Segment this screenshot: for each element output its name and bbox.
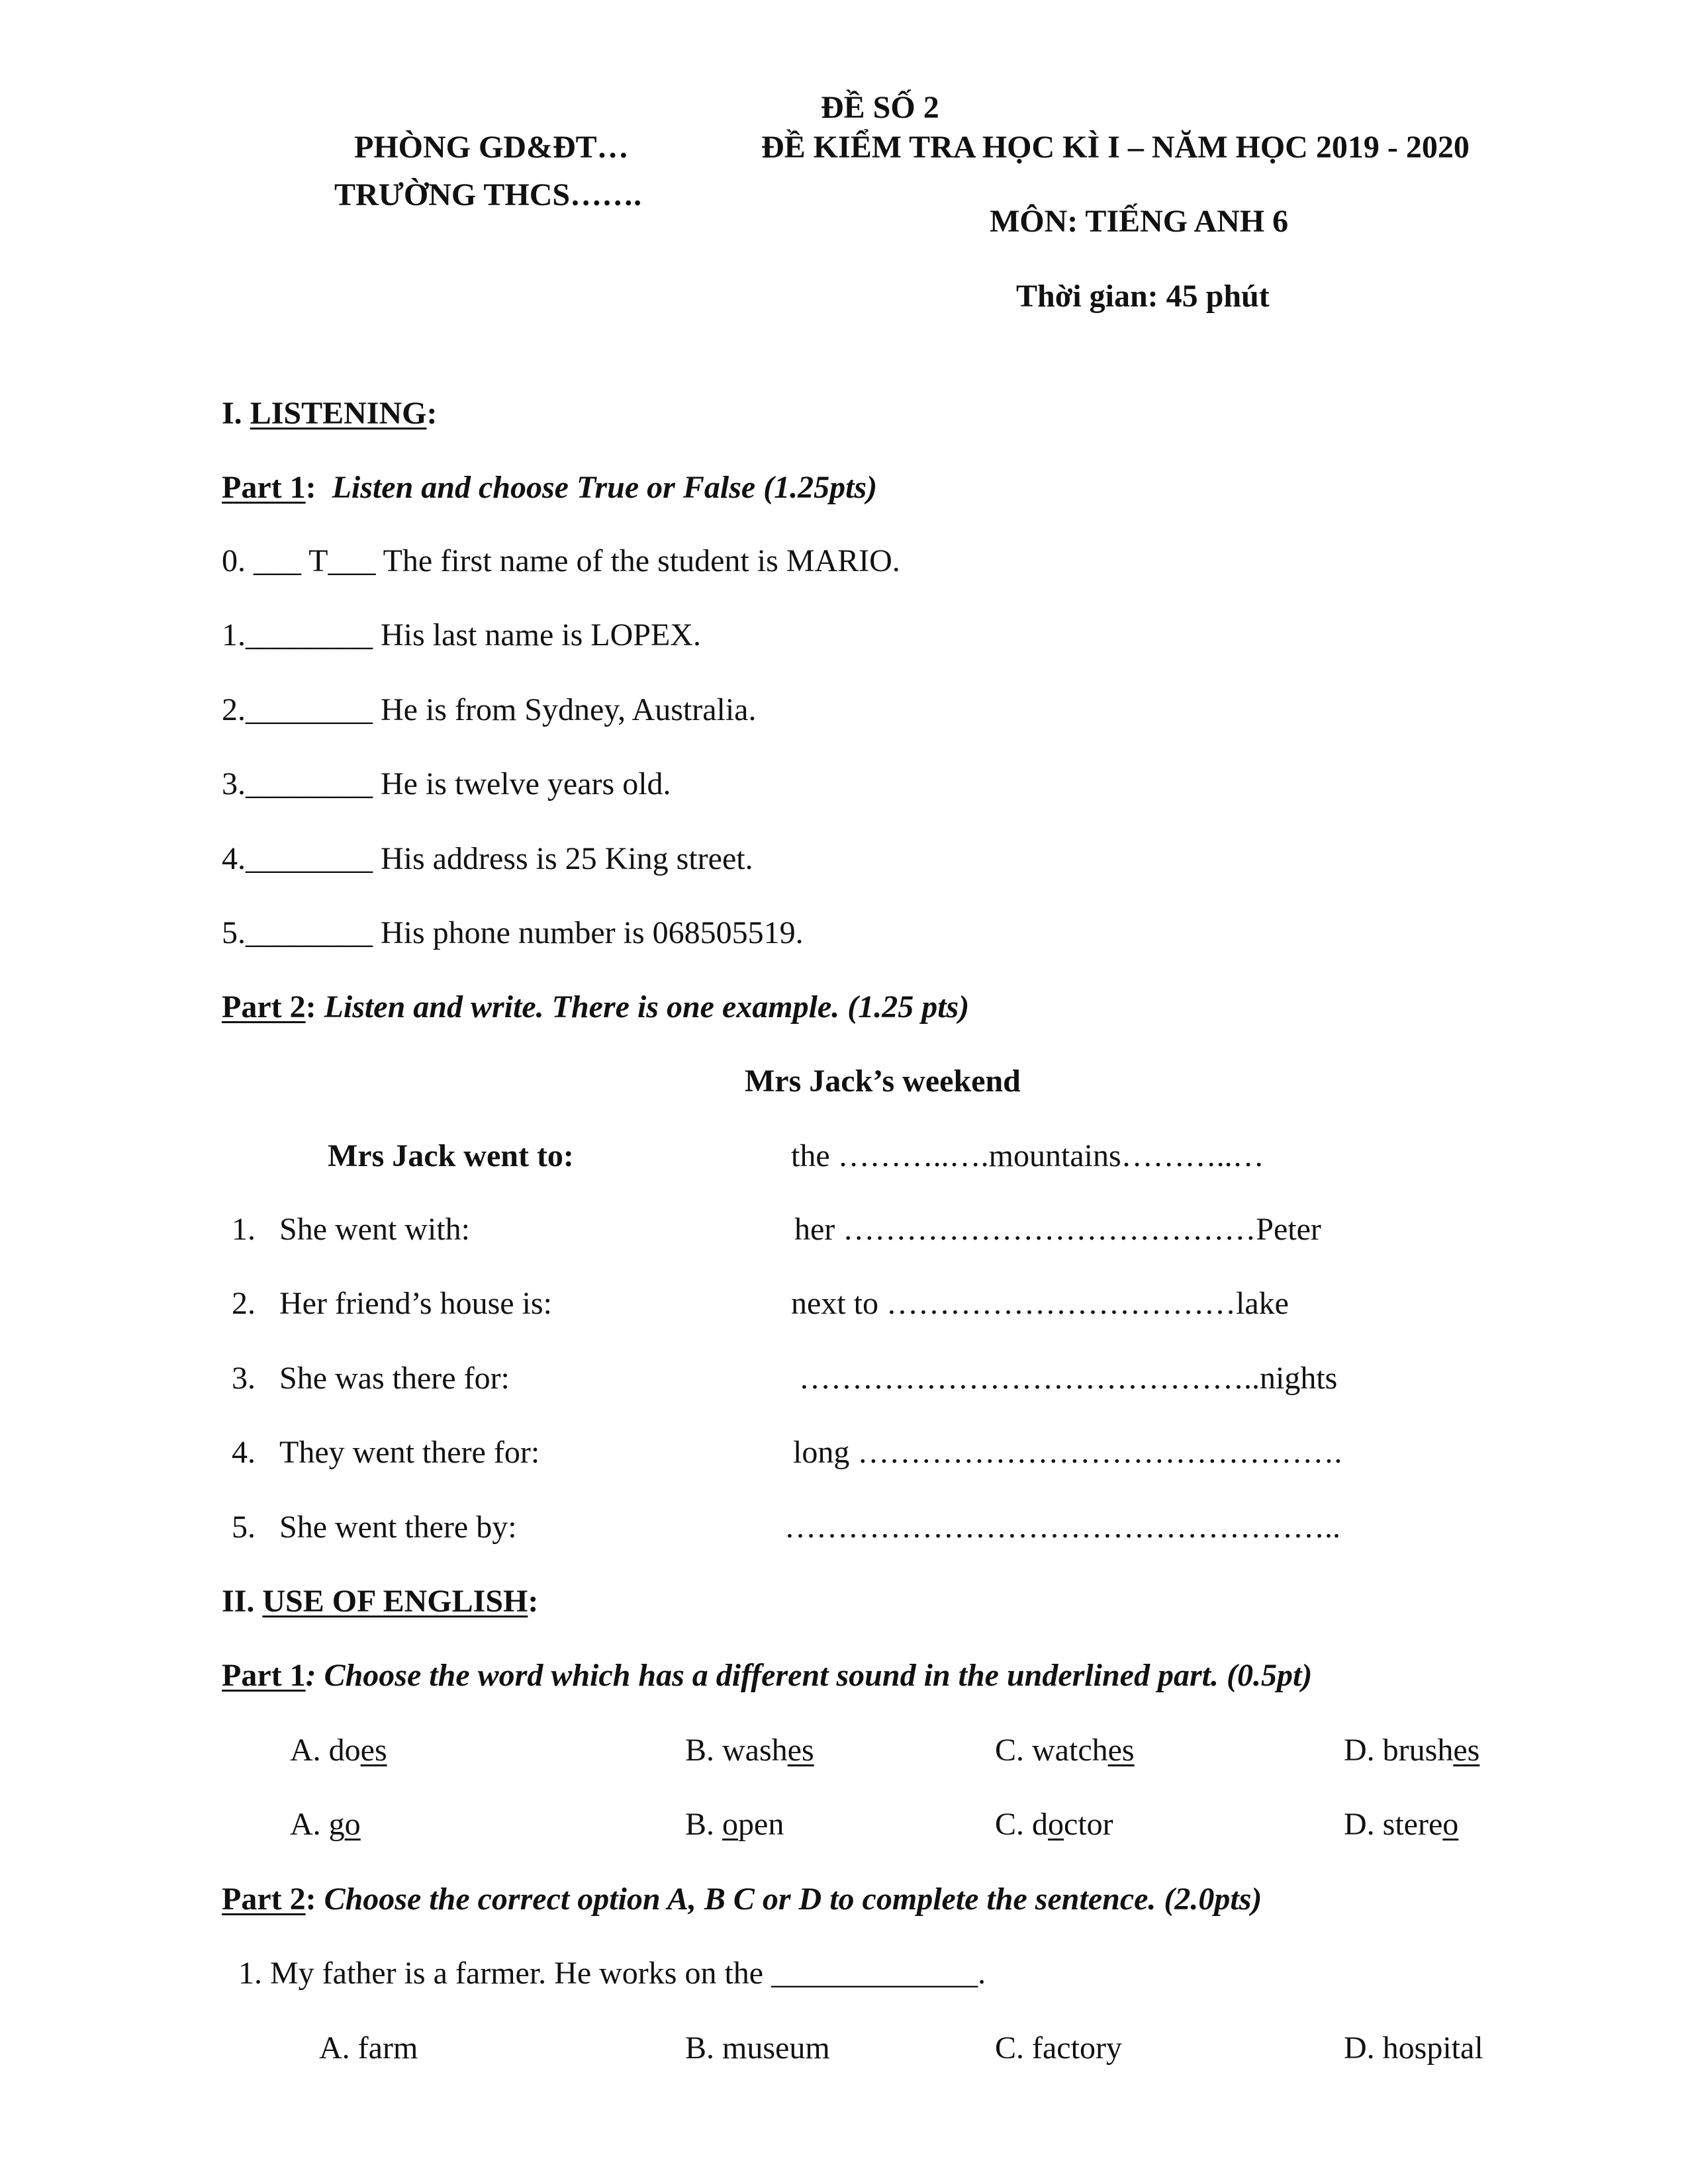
part-colon: :	[305, 1882, 324, 1917]
q1-option-b: B. museum	[685, 2030, 830, 2066]
section-numeral: II.	[222, 1584, 263, 1619]
header-left-line1: PHÒNG GD&ĐT…	[354, 130, 629, 165]
section-listening-heading	[222, 394, 437, 433]
fill-row-2-left: Her friend’s house is:	[279, 1286, 552, 1321]
option-underlined: o	[1048, 1807, 1064, 1842]
tf-item-0: 0. ___ T___ The first name of the student is MARIO.	[222, 543, 900, 578]
option-prefix: C. d	[995, 1807, 1049, 1842]
example-left: Mrs Jack went to:	[328, 1138, 574, 1173]
part-label: Part 1	[222, 470, 306, 505]
fill-row-1-num: 1.	[232, 1212, 256, 1247]
q1-option-c: C. factory	[995, 2030, 1122, 2066]
tf-item-3: 3.________ He is twelve years old.	[222, 766, 671, 801]
option-suffix: ctor	[1064, 1807, 1113, 1842]
option-suffix: pen	[738, 1807, 784, 1842]
section-use-of-english-heading	[222, 1582, 538, 1621]
option-prefix: A. do	[290, 1733, 361, 1768]
option-prefix: D. brush	[1344, 1733, 1454, 1768]
fill-row-3-num: 3.	[232, 1361, 256, 1396]
pron-r1-option-d	[1344, 1731, 1479, 1770]
option-underlined: o	[722, 1807, 739, 1842]
option-underlined: es	[787, 1733, 814, 1768]
section-title: LISTENING	[250, 396, 427, 431]
pron-r1-option-a	[290, 1731, 387, 1770]
section-title: USE OF ENGLISH	[262, 1584, 528, 1619]
q1-option-d: D. hospital	[1344, 2030, 1483, 2066]
tf-item-4: 4.________ His address is 25 King street.	[222, 841, 753, 876]
fill-row-5-num: 5.	[232, 1510, 256, 1545]
pron-r2-option-b	[685, 1805, 784, 1844]
section-colon: :	[528, 1584, 539, 1619]
part-instruction: Choose the correct option A, B C or D to complete the sentence. (2.0pts)	[324, 1882, 1262, 1917]
option-prefix: B. wash	[685, 1733, 788, 1768]
tf-item-1: 1.________ His last name is LOPEX.	[222, 617, 701, 653]
option-underlined: o	[1442, 1807, 1459, 1842]
fill-row-4-num: 4.	[232, 1435, 256, 1470]
option-prefix: A. g	[290, 1807, 345, 1842]
header-right-line4: Thời gian: 45 phút	[1016, 279, 1270, 314]
weekend-heading: Mrs Jack’s weekend	[745, 1064, 1021, 1099]
section-numeral: I.	[222, 396, 250, 431]
fill-row-1-right: her …………………………………Peter	[794, 1212, 1321, 1247]
header-right-line3: MÔN: TIẾNG ANH 6	[990, 204, 1289, 239]
question-1: 1. My father is a farmer. He works on the _____________.	[238, 1956, 986, 1991]
pron-r2-option-a	[290, 1805, 361, 1844]
option-prefix: B.	[685, 1807, 723, 1842]
option-underlined: es	[1453, 1733, 1480, 1768]
part-colon: :	[305, 470, 324, 505]
pron-r1-option-c	[995, 1731, 1135, 1770]
header-right-line2: ĐỀ KIỂM TRA HỌC KÌ I – NĂM HỌC 2019 - 2020	[761, 130, 1470, 165]
tf-item-2: 2.________ He is from Sydney, Australia.	[222, 692, 757, 727]
fill-row-5-right: ……………………………………………..	[784, 1510, 1340, 1545]
option-prefix: C. watch	[995, 1733, 1108, 1768]
fill-row-3-left: She was there for:	[279, 1361, 510, 1396]
part-instruction: : Choose the word which has a different sound in the underlined part. (0.5pt)	[305, 1658, 1313, 1693]
part-colon: :	[305, 989, 324, 1024]
part-label: Part 2	[222, 1882, 306, 1917]
fill-row-5-left: She went there by:	[279, 1510, 517, 1545]
part-label: Part 2	[222, 989, 306, 1024]
pron-r2-option-d	[1344, 1805, 1458, 1844]
listening-part1-heading	[222, 468, 877, 508]
uoe-part2-heading	[222, 1880, 1262, 1919]
example-right-text: the ………..….mountains………..…	[791, 1138, 1264, 1173]
example-right	[791, 1136, 1264, 1176]
section-colon: :	[426, 396, 438, 431]
pron-r2-option-c	[995, 1805, 1113, 1844]
fill-row-3-right: ……………………………………..nights	[791, 1361, 1338, 1396]
part-instruction: Listen and write. There is one example. (1.25 pts)	[324, 989, 970, 1024]
tf-item-5: 5.________ His phone number is 068505519.	[222, 915, 804, 950]
pron-r1-option-b	[685, 1731, 814, 1770]
part-instruction: Listen and choose True or False (1.25pts)	[324, 470, 878, 505]
header-right-line1: ĐỀ SỐ 2	[821, 90, 939, 125]
listening-part2-heading	[222, 987, 969, 1027]
option-underlined: es	[360, 1733, 387, 1768]
option-prefix: D. stere	[1344, 1807, 1443, 1842]
part-label: Part 1	[222, 1658, 306, 1693]
option-underlined: o	[344, 1807, 361, 1842]
option-underlined: es	[1107, 1733, 1135, 1768]
fill-row-2-num: 2.	[232, 1286, 256, 1321]
fill-row-1-left: She went with:	[279, 1212, 470, 1247]
fill-row-2-right: next to ……………………………lake	[791, 1286, 1289, 1321]
header-left-line2: TRƯỜNG THCS…….	[334, 177, 642, 212]
q1-option-a: A. farm	[319, 2030, 418, 2066]
uoe-part1-heading	[222, 1656, 1312, 1696]
fill-row-4-right: long ……………………………………….	[793, 1435, 1342, 1470]
fill-row-4-left: They went there for:	[279, 1435, 540, 1470]
